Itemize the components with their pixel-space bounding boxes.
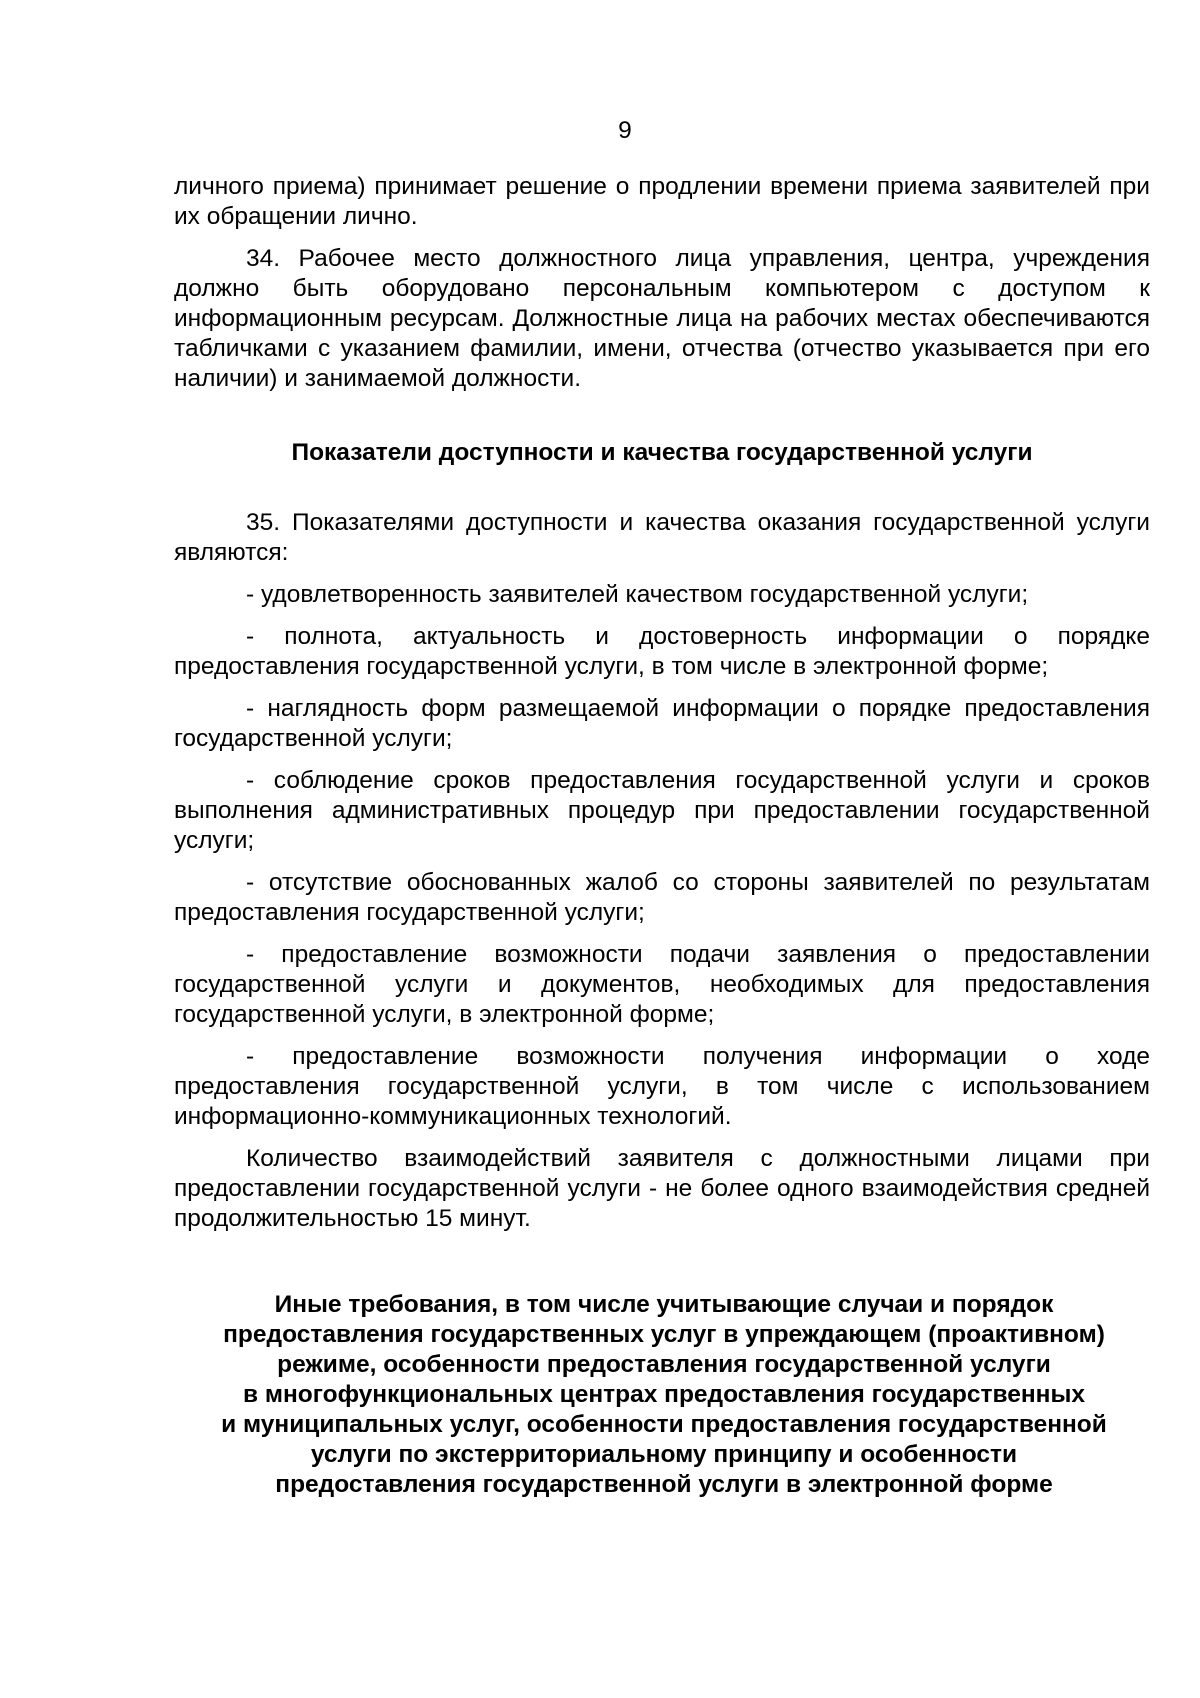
list-item: - соблюдение сроков предоставления государственной услуги и сроков выполнения административных процедур при предоставлении государственной услуги; [174, 767, 1150, 854]
section-title-other-requirements [164, 1290, 1164, 1500]
paragraph-continuation: личного приема) принимает решение о продлении времени приема заявителей при их обращении лично. [174, 173, 1150, 230]
list-item: - удовлетворенность заявителей качеством государственной услуги; [246, 581, 1029, 608]
page-content [174, 172, 1150, 1500]
list-item: - предоставление возможности подачи заявления о предоставлении государственной услуги и документов, необходимых для предоставления государственной услуги, в электронной форме; [174, 941, 1150, 1028]
list-item: - предоставление возможности получения информации о ходе предоставления государственной услуги, в том числе с использованием информационно-коммуникационных технологий. [174, 1043, 1150, 1130]
paragraph-interactions: Количество взаимодействий заявителя с должностными лицами при предоставлении государственной услуги - не более одного взаимодействия средней продолжительностью 15 минут. [174, 1145, 1150, 1232]
section-title-line: предоставления государственных услуг в упреждающем (проактивном) [223, 1321, 1105, 1348]
page-number: 9 [618, 117, 632, 144]
list-item: - наглядность форм размещаемой информации о порядке предоставления государственной услуги; [174, 695, 1150, 752]
section-title-line: режиме, особенности предоставления государственной услуги [277, 1351, 1051, 1378]
section-title-line: Иные требования, в том числе учитывающие случаи и порядок [274, 1291, 1054, 1318]
section-title-line: предоставления государственной услуги в электронной форме [275, 1471, 1053, 1498]
paragraph-35-intro: 35. Показателями доступности и качества оказания государственной услуги являются: [174, 509, 1150, 566]
section-title-line: в многофункциональных центрах предоставления государственных [242, 1381, 1086, 1408]
list-item: - отсутствие обоснованных жалоб со стороны заявителей по результатам предоставления государственной услуги; [174, 869, 1150, 926]
list-item: - полнота, актуальность и достоверность информации о порядке предоставления государственной услуги, в том числе в электронной форме; [174, 623, 1150, 680]
paragraph-34: 34. Рабочее место должностного лица управления, центра, учреждения должно быть оборудовано персональным компьютером с доступом к информационным ресурсам. Должностные лица на рабочих местах обеспечиваются табличками с указанием фамилии, имени, отчества (отчество указывается при его наличии) и занимаемой должности. [174, 245, 1150, 392]
section-title-accessibility: Показатели доступности и качества государственной услуги [291, 439, 1033, 466]
section-title-line: услуги по экстерриториальному принципу и особенности [310, 1441, 1018, 1468]
section-title-line: и муниципальных услуг, особенности предоставления государственной [221, 1411, 1107, 1438]
